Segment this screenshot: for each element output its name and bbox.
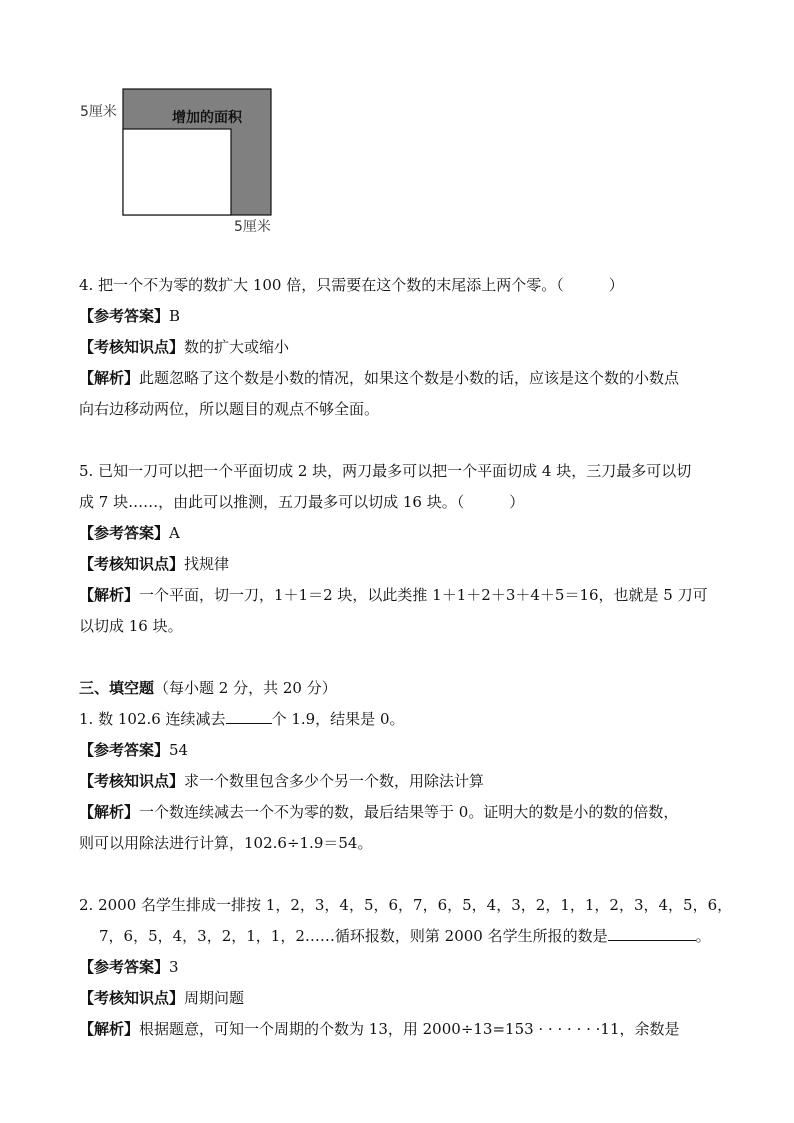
f1-answer-blank: [226, 705, 272, 724]
knowledge-tag: 【考核知识点】: [79, 772, 185, 790]
f2-question-line2: [79, 921, 729, 952]
f2-question-b: 。: [695, 927, 711, 945]
f2-answer: 3: [169, 958, 179, 976]
answer-tag: 【参考答案】: [79, 307, 170, 325]
knowledge-tag: 【考核知识点】: [79, 555, 185, 573]
original-square: [123, 129, 231, 215]
f2-knowledge-row: [79, 983, 729, 1014]
f1-question-b: 个 1.9，结果是 0。: [271, 710, 405, 728]
area-diagram-svg: [0, 0, 794, 250]
q4-knowledge: 数的扩大或缩小: [184, 338, 290, 356]
f2-question-line1: 2. 2000 名学生排成一排按 1，2，3，4，5，6，7，6，5，4，3，2，1，1，2，3，4，5，6，: [79, 896, 733, 914]
q4-answer-row: [79, 301, 729, 332]
f2-question-a: 7，6，5，4，3，2，1，1，2……循环报数，则第 2000 名学生所报的数是: [99, 927, 608, 945]
answer-tag: 【参考答案】: [79, 524, 170, 542]
analysis-tag: 【解析】: [79, 1020, 140, 1038]
q5-analysis-row: [79, 580, 729, 611]
f1-analysis-cont: 则可以用除法进行计算，102.6÷1.9＝54。: [79, 834, 373, 852]
q5-question-line2: 成 7 块……，由此可以推测，五刀最多可以切成 16 块。（ ）: [79, 493, 525, 511]
q5-question-line1: 5. 已知一刀可以把一个平面切成 2 块，两刀最多可以把一个平面切成 4 块，三刀最多可以切: [79, 462, 692, 480]
q5-knowledge: 找规律: [184, 555, 230, 573]
f2-analysis-row: [79, 1014, 729, 1045]
q4-analysis-row: [79, 363, 729, 394]
area-diagram: [0, 0, 794, 250]
q4-answer: B: [169, 307, 181, 325]
analysis-tag: 【解析】: [79, 369, 140, 387]
f1-knowledge: 求一个数里包含多少个另一个数，用除法计算: [184, 772, 485, 790]
document-body: [79, 270, 733, 1045]
answer-tag: 【参考答案】: [79, 958, 170, 976]
q4-knowledge-row: [79, 332, 729, 363]
answer-tag: 【参考答案】: [79, 741, 170, 759]
q5-answer: A: [169, 524, 180, 542]
bottom-width-label: 5厘米: [234, 219, 271, 235]
f2-analysis: 根据题意，可知一个周期的个数为 13，用 2000÷13=153 · · · · · · ·11，余数是: [139, 1020, 680, 1038]
f1-question: [79, 704, 729, 735]
f1-answer-row: [79, 735, 729, 766]
f1-knowledge-row: [79, 766, 729, 797]
section-note: （每小题 2 分，共 20 分）: [154, 679, 337, 697]
q4-question: 4. 把一个不为零的数扩大 100 倍，只需要在这个数的末尾添上两个零。（ ）: [79, 276, 624, 294]
f1-answer: 54: [169, 741, 189, 759]
f1-question-a: 1. 数 102.6 连续减去: [79, 710, 226, 728]
top-width-label: 5厘米: [80, 104, 117, 120]
f2-answer-row: [79, 952, 729, 983]
f1-analysis-row: [79, 797, 729, 828]
knowledge-tag: 【考核知识点】: [79, 989, 185, 1007]
q5-answer-row: [79, 518, 729, 549]
f1-analysis: 一个数连续减去一个不为零的数，最后结果等于 0。证明大的数是小的数的倍数，: [139, 803, 679, 821]
f2-answer-blank: [608, 922, 696, 941]
q4-analysis-cont: 向右边移动两位，所以题目的观点不够全面。: [79, 400, 380, 418]
q5-analysis: 一个平面，切一刀，1＋1＝2 块，以此类推 1＋1＋2＋3＋4＋5＝16，也就是 5 刀可: [139, 586, 708, 604]
increased-area-label: 增加的面积: [172, 110, 242, 126]
f2-knowledge: 周期问题: [184, 989, 245, 1007]
analysis-tag: 【解析】: [79, 803, 140, 821]
q4-analysis: 此题忽略了这个数是小数的情况，如果这个数是小数的话，应该是这个数的小数点: [139, 369, 680, 387]
q5-analysis-cont: 以切成 16 块。: [79, 617, 183, 635]
q5-knowledge-row: [79, 549, 729, 580]
knowledge-tag: 【考核知识点】: [79, 338, 185, 356]
analysis-tag: 【解析】: [79, 586, 140, 604]
section-title: 三、填空题: [79, 679, 155, 697]
section-heading: [79, 673, 729, 704]
